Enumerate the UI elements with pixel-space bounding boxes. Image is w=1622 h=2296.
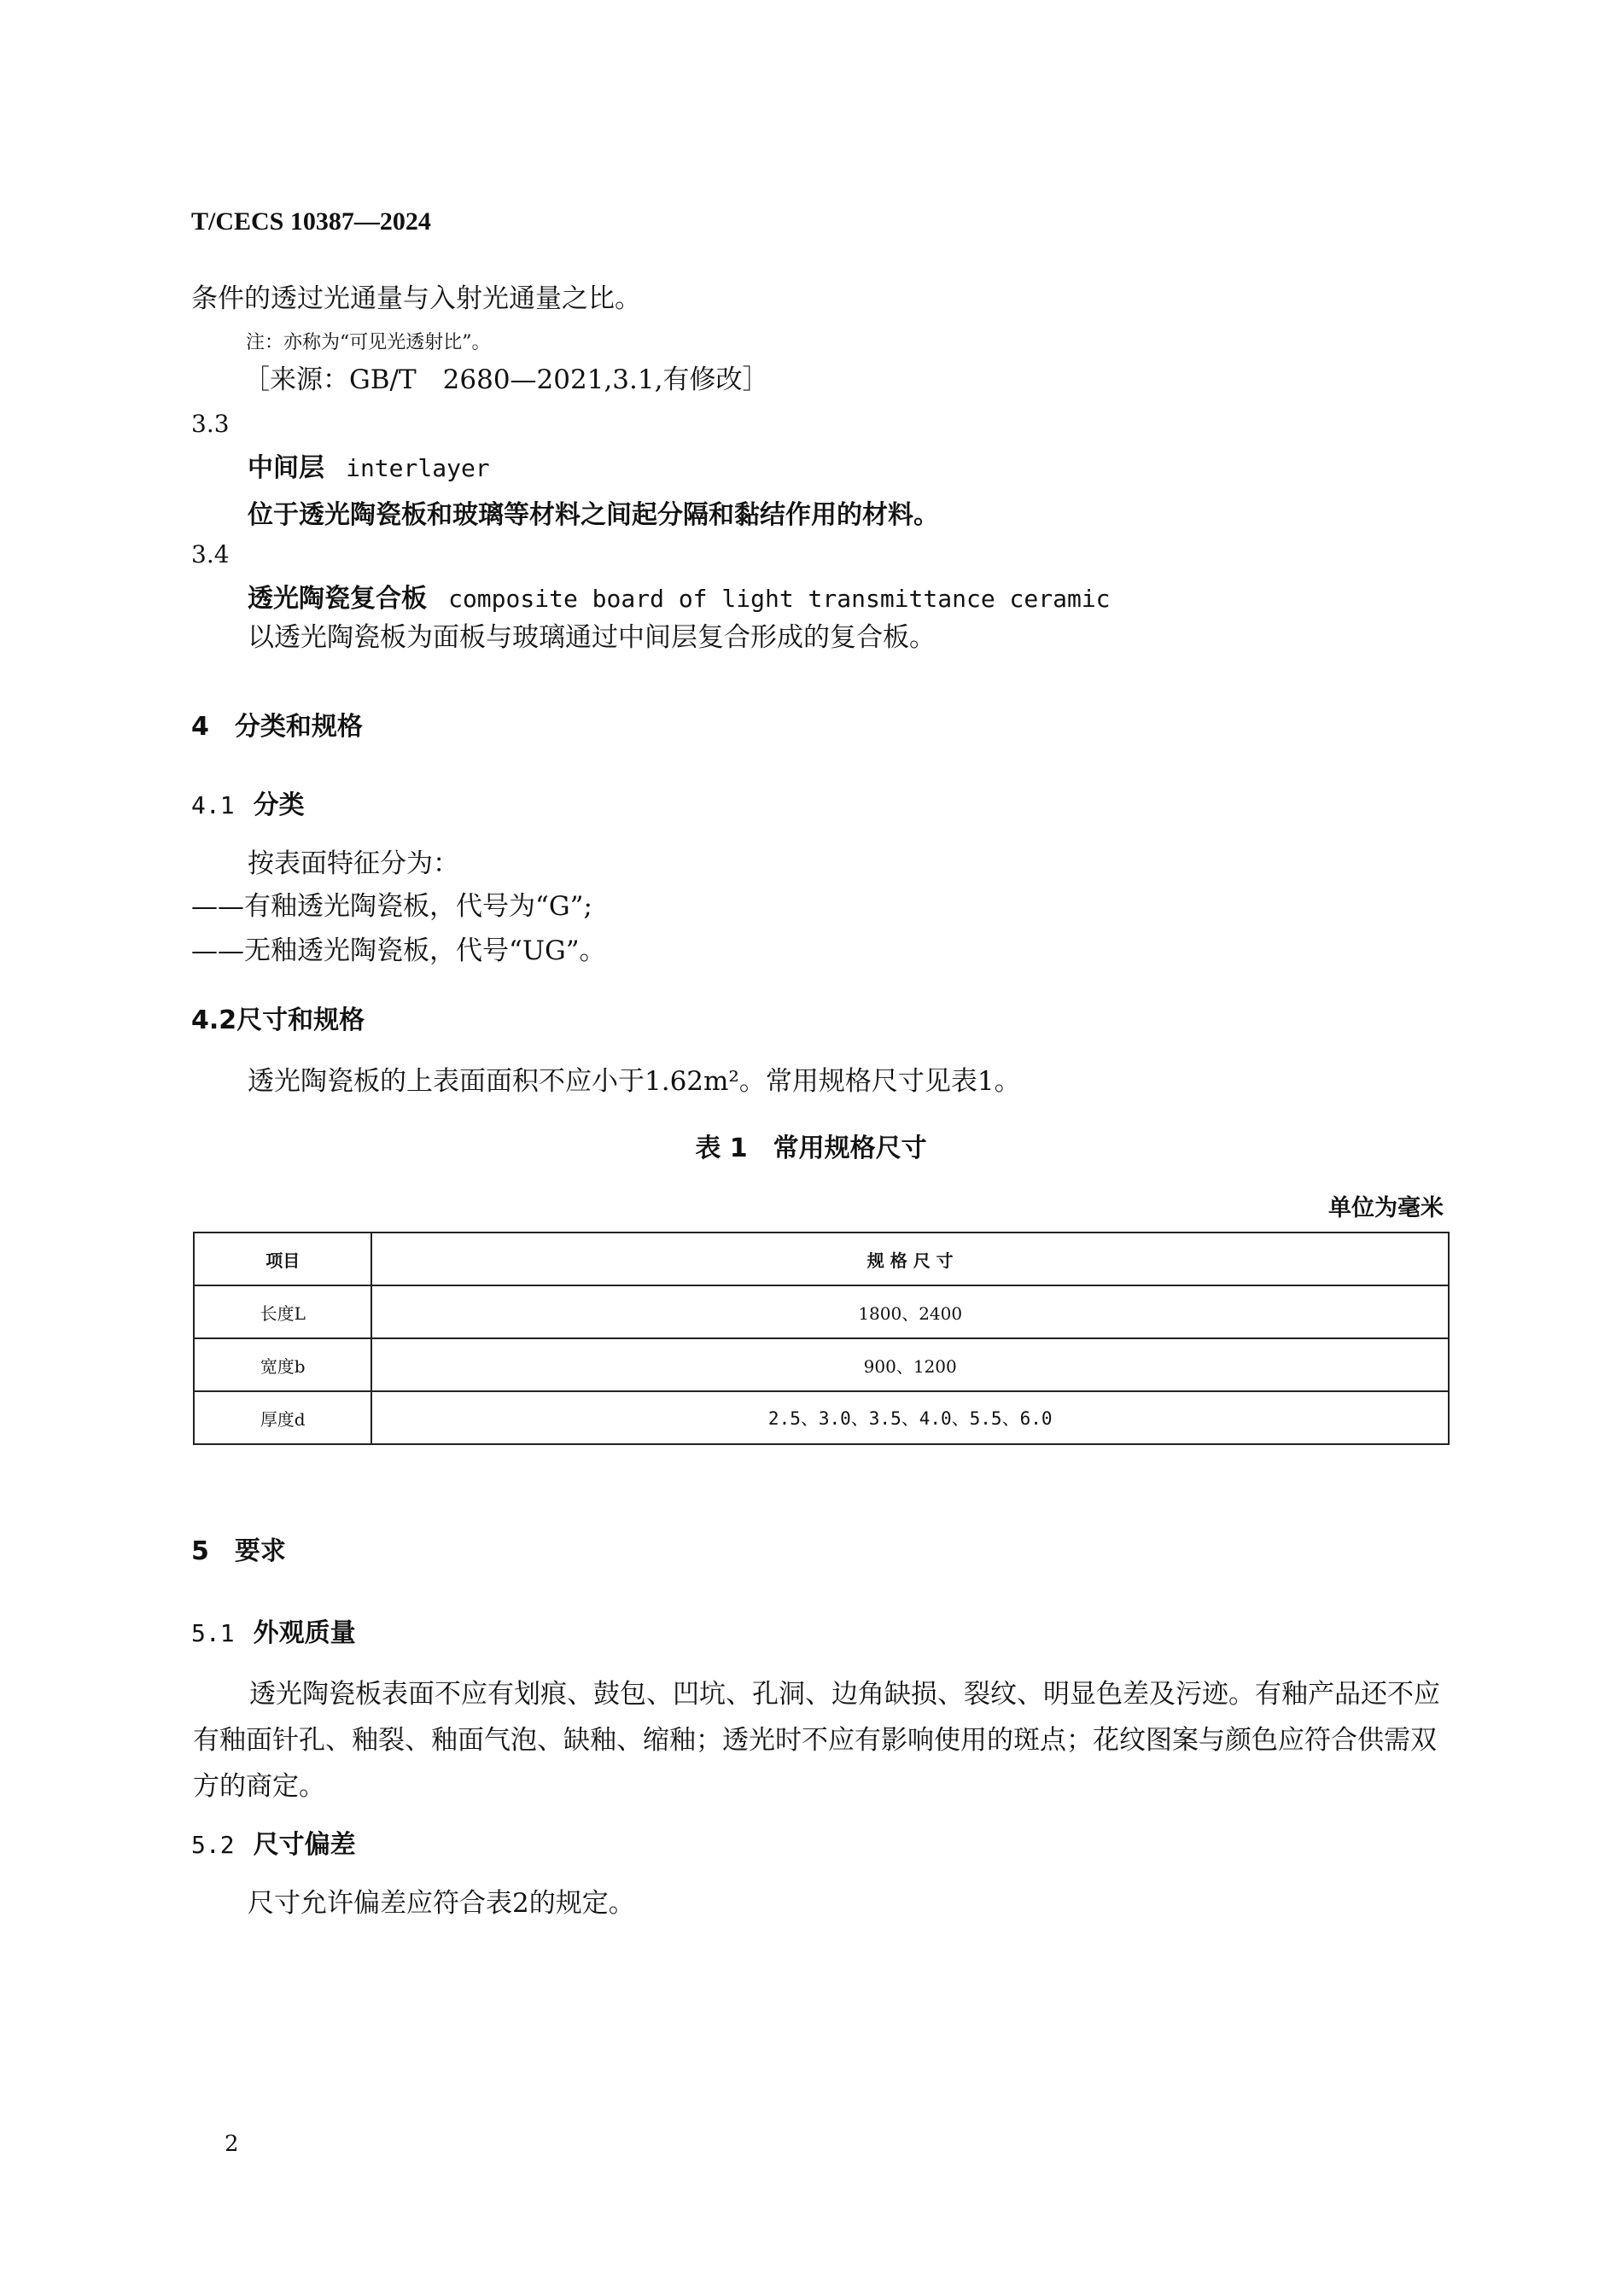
term-3-3 — [248, 446, 490, 484]
clause-number-3-3: 3.3 — [191, 410, 230, 438]
section-number: 4.1 — [191, 791, 235, 819]
section-title: 外观质量 — [253, 1618, 356, 1648]
section-title: 分类和规格 — [234, 712, 363, 742]
section-4-2-heading: 4.2尺寸和规格 — [191, 1005, 365, 1035]
section-4-1-heading — [191, 784, 305, 821]
section-number: 4 — [191, 712, 209, 742]
table-cell: 长度L — [194, 1285, 371, 1338]
section-5-heading — [191, 1530, 286, 1567]
table-cell: 1800、2400 — [371, 1285, 1449, 1338]
source-reference: ［来源：GB/T 2680—2021,3.1,有修改］ — [243, 364, 769, 395]
table-row — [194, 1391, 1449, 1444]
section-5-1-heading — [191, 1611, 356, 1649]
term-cn: 中间层 — [248, 453, 324, 483]
table-row — [194, 1285, 1449, 1338]
table-unit: 单位为毫米 — [1328, 1195, 1444, 1221]
section-number: 5 — [191, 1536, 209, 1566]
table-cell: 厚度d — [194, 1391, 371, 1444]
section-5-2-text: 尺寸允许偏差应符合表2的规定。 — [248, 1888, 635, 1919]
table-cell: 2.5、3.0、3.5、4.0、5.5、6.0 — [371, 1391, 1449, 1444]
page-number: 2 — [225, 2131, 239, 2157]
section-4-2-text: 透光陶瓷板的上表面面积不应小于1.62m²。常用规格尺寸见表1。 — [248, 1066, 1021, 1097]
classification-item: ——无釉透光陶瓷板，代号“UG”。 — [191, 935, 606, 966]
section-5-2-heading — [191, 1823, 356, 1861]
table-row — [194, 1338, 1449, 1391]
section-4-heading — [191, 705, 363, 743]
section-5-1-text: 透光陶瓷板表面不应有划痕、鼓包、凹坑、孔洞、边角缺损、裂纹、明显色差及污迹。有釉产品还不应有釉面针孔、釉裂、釉面气泡、缺釉、缩釉；透光时不应有影响使用的斑点；花纹图案与颜色应符合供需双方的商定。 — [193, 1679, 1440, 1802]
classification-item: ——有釉透光陶瓷板，代号为“G”; — [191, 891, 592, 922]
standard-code: T/CECS 10387—2024 — [191, 207, 431, 236]
table-header-row — [194, 1232, 1449, 1285]
definition-continuation: 条件的透过光通量与入射光通量之比。 — [191, 283, 641, 314]
table-header-cell: 项目 — [194, 1232, 371, 1285]
term-en: interlayer — [346, 454, 490, 482]
classification-intro: 按表面特征分为： — [248, 848, 459, 879]
section-title: 尺寸偏差 — [253, 1830, 356, 1860]
table-cell: 900、1200 — [371, 1338, 1449, 1391]
term-3-4 — [248, 577, 1111, 615]
definition-3-4: 以透光陶瓷板为面板与玻璃通过中间层复合形成的复合板。 — [248, 622, 936, 653]
term-cn: 透光陶瓷复合板 — [248, 584, 427, 614]
clause-number-3-4: 3.4 — [191, 540, 230, 568]
section-number: 5.2 — [191, 1831, 235, 1859]
note-text: 注：亦称为“可见光透射比”。 — [246, 332, 491, 353]
section-title: 分类 — [253, 790, 305, 820]
definition-3-3: 位于透光陶瓷板和玻璃等材料之间起分隔和黏结作用的材料。 — [248, 500, 939, 530]
section-number: 5.1 — [191, 1619, 235, 1647]
table-caption: 表 1 常用规格尺寸 — [695, 1133, 927, 1163]
table-cell: 宽度b — [194, 1338, 371, 1391]
term-en: composite board of light transmittance ceramic — [448, 585, 1111, 613]
table-header-cell: 规 格 尺 寸 — [371, 1232, 1449, 1285]
spec-table — [193, 1232, 1450, 1445]
section-title: 要求 — [234, 1536, 286, 1566]
